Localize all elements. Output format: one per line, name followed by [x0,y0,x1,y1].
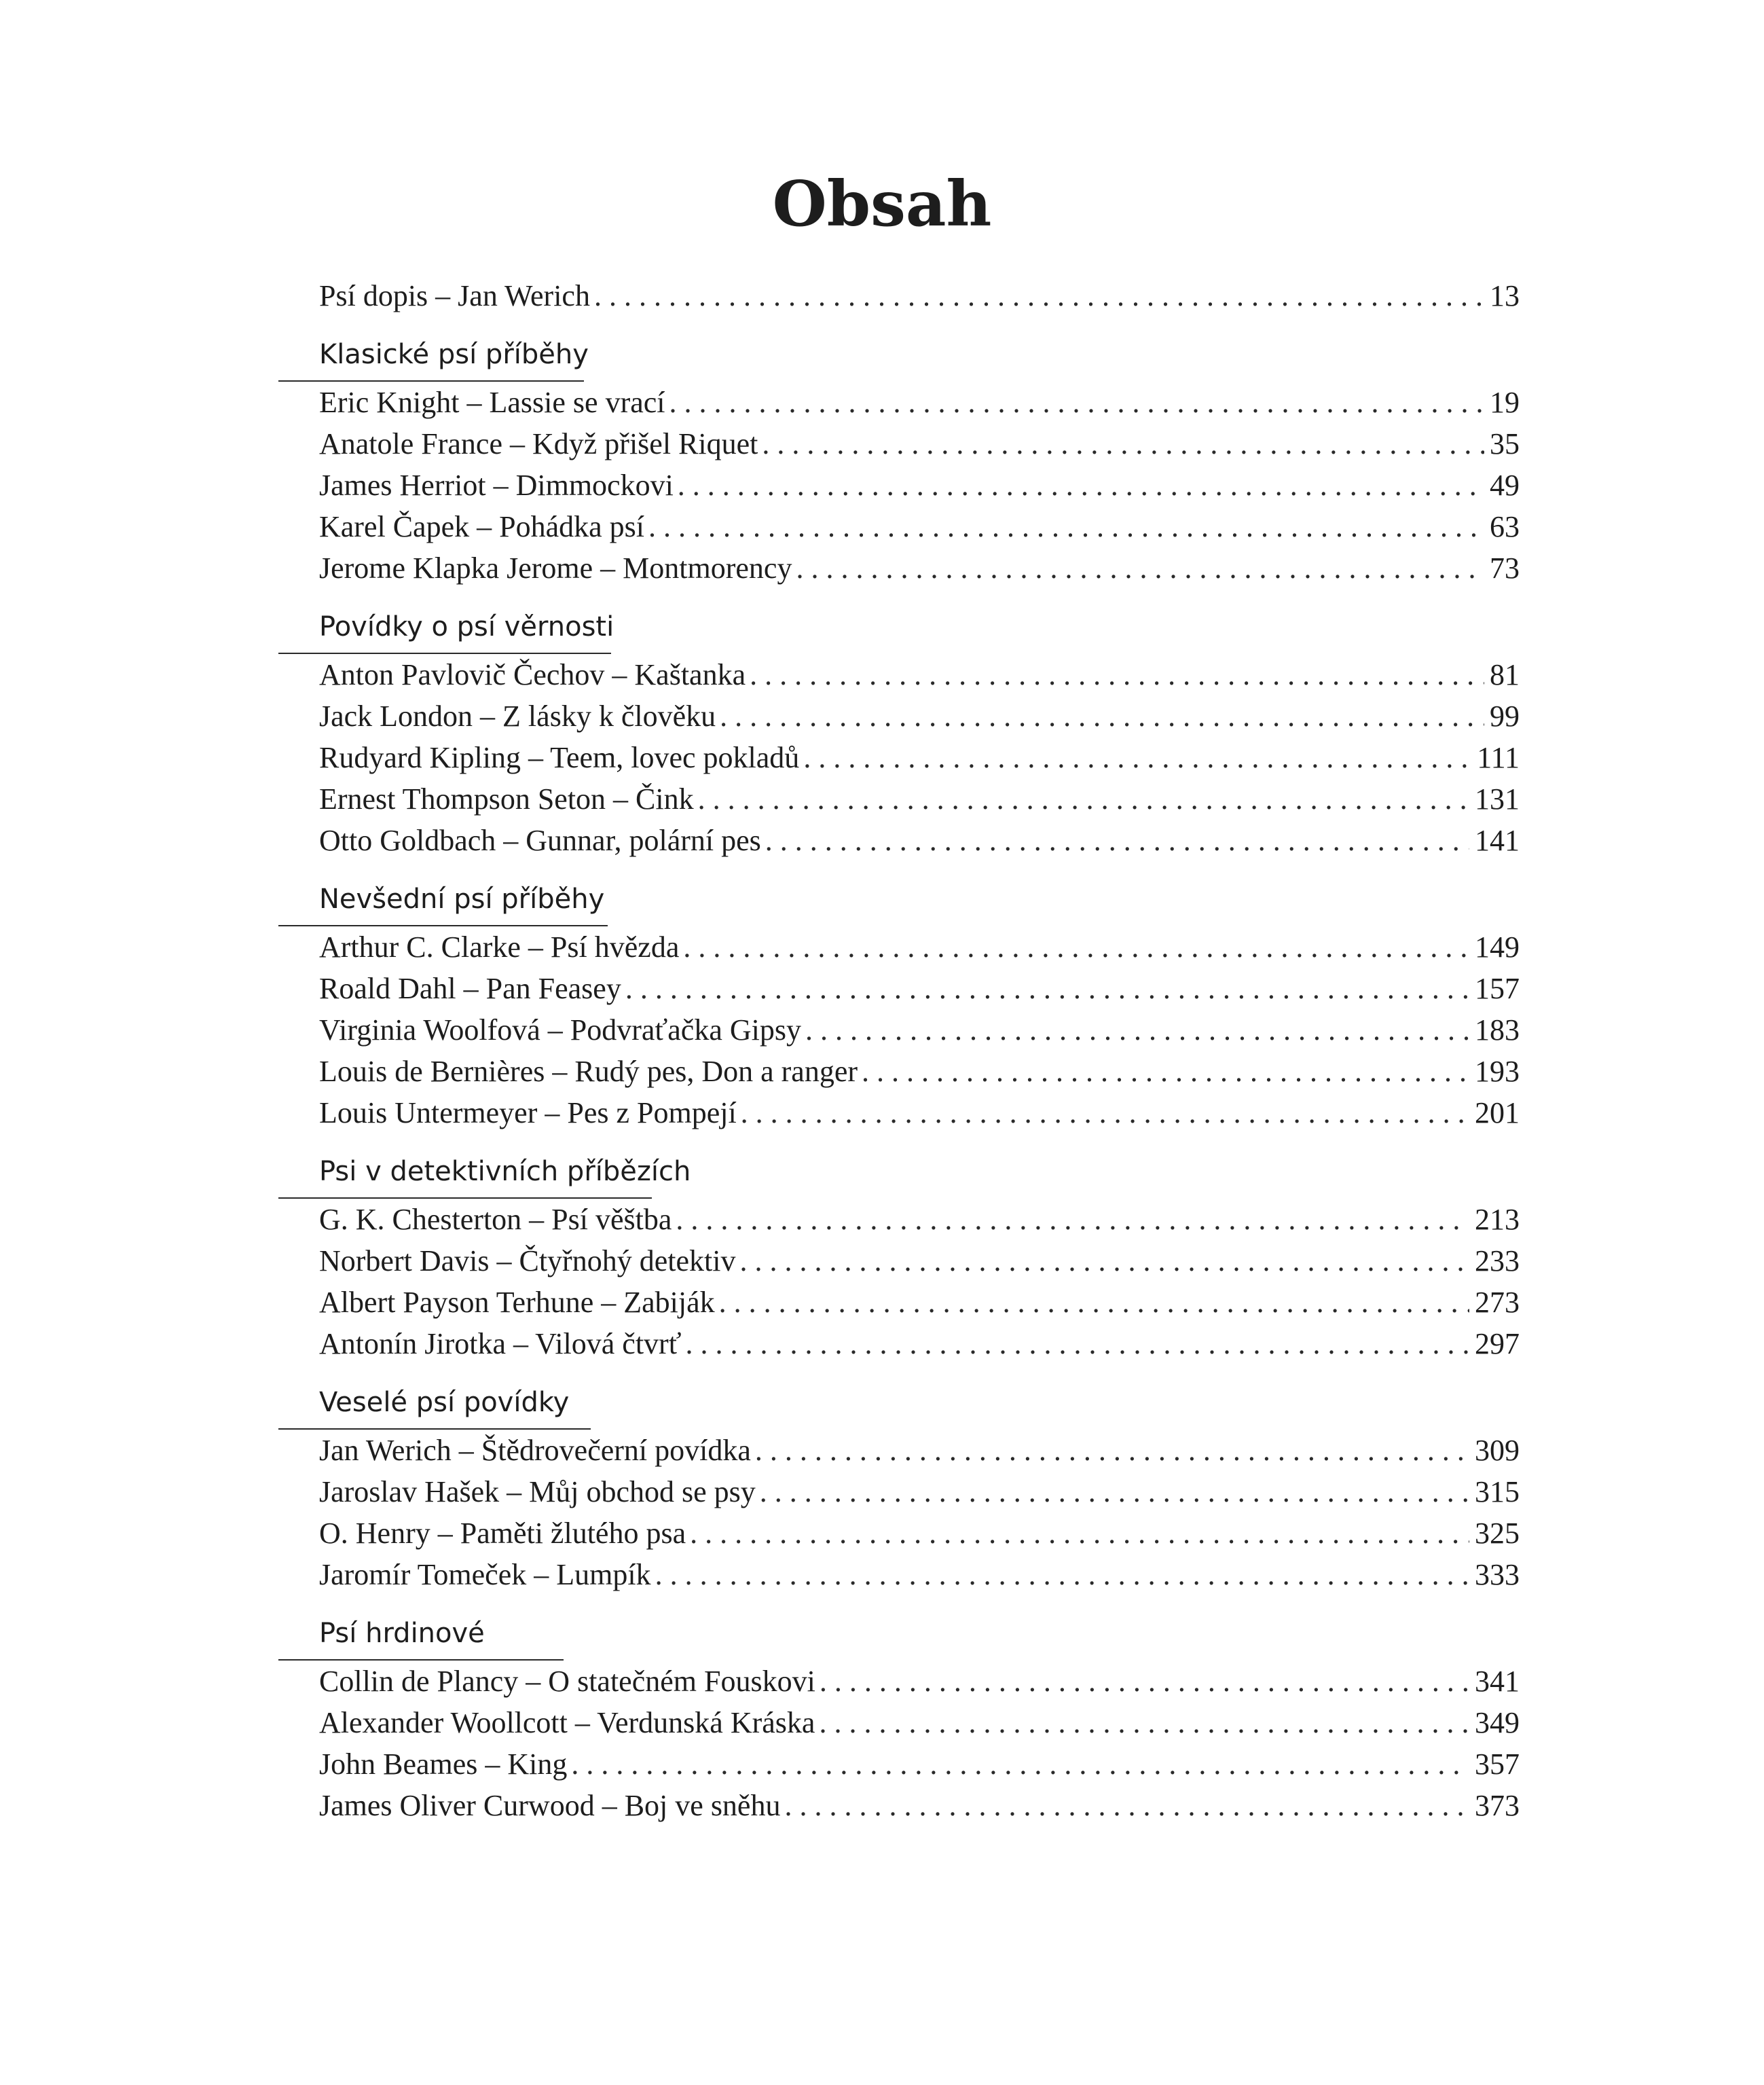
table-of-contents [319,275,1520,1826]
toc-entry-page: 13 [1490,279,1520,312]
section-heading [319,880,1520,926]
toc-entry[interactable] [319,1512,1520,1554]
toc-section [319,1383,1520,1595]
toc-entry[interactable] [319,1554,1520,1595]
toc-entry[interactable] [319,1702,1520,1743]
toc-entry-title: Otto Goldbach – Gunnar, polární pes [319,824,761,857]
toc-entry-title: Karel Čapek – Pohádka psí [319,510,644,543]
toc-entry-title: Anton Pavlovič Čechov – Kaštanka [319,658,746,691]
toc-entry[interactable] [319,1051,1520,1092]
toc-entry[interactable] [319,778,1520,820]
toc-entry[interactable] [319,1661,1520,1702]
dot-leader [805,1009,1469,1051]
toc-entry-title: Jan Werich – Štědrovečerní povídka [319,1434,751,1467]
toc-entry-title: Ernest Thompson Seton – Čink [319,782,694,816]
toc-entry-title: Jack London – Z lásky k člověku [319,700,716,733]
toc-entry[interactable] [319,423,1520,465]
dot-leader [683,926,1469,968]
toc-entry-page: 201 [1475,1096,1520,1129]
toc-entry[interactable] [319,1743,1520,1785]
toc-entry-title: Collin de Plancy – O statečném Fouskovi [319,1665,815,1698]
dot-leader [678,465,1484,506]
section-underline [278,1197,652,1199]
dot-leader [698,778,1469,820]
toc-entry[interactable] [319,506,1520,547]
toc-entry-page: 63 [1490,510,1520,543]
dot-leader [594,275,1484,316]
section-underline [278,1659,564,1661]
toc-entry-title: Norbert Davis – Čtyřnohý detektiv [319,1244,736,1277]
toc-entry[interactable] [319,1199,1520,1240]
dot-leader [819,1702,1469,1743]
section-heading-text: Nevšední psí příběhy [319,884,605,915]
toc-entry[interactable] [319,382,1520,423]
toc-entry-title: Rudyard Kipling – Teem, lovec pokladů [319,741,800,774]
toc-sections [319,335,1520,1826]
toc-entry-page: 73 [1490,551,1520,585]
dot-leader [719,1282,1469,1323]
dot-leader [750,654,1484,695]
toc-entry-page: 157 [1475,972,1520,1005]
toc-entry[interactable] [319,275,1520,316]
dot-leader [625,968,1469,1009]
toc-entry-title: Roald Dahl – Pan Feasey [319,972,621,1005]
toc-entry[interactable] [319,1009,1520,1051]
toc-entry-title: James Oliver Curwood – Boj ve sněhu [319,1789,781,1822]
dot-leader [755,1430,1469,1471]
dot-leader [820,1661,1469,1702]
toc-section [319,1614,1520,1826]
toc-entry-title: Anatole France – Když přišel Riquet [319,427,758,460]
toc-entry[interactable] [319,1282,1520,1323]
toc-section [319,1152,1520,1364]
dot-leader [796,547,1484,589]
toc-entry[interactable] [319,1240,1520,1282]
toc-section [319,607,1520,861]
toc-entry[interactable] [319,465,1520,506]
toc-entry[interactable] [319,1430,1520,1471]
section-heading-text: Povídky o psí věrnosti [319,611,614,642]
toc-entry-page: 373 [1475,1789,1520,1822]
toc-entry-page: 315 [1475,1475,1520,1508]
dot-leader [571,1743,1469,1785]
toc-entry-title: Louis Untermeyer – Pes z Pompejí [319,1096,737,1129]
toc-entry-page: 357 [1475,1747,1520,1781]
toc-entry-page: 309 [1475,1434,1520,1467]
toc-entry[interactable] [319,547,1520,589]
section-heading [319,607,1520,654]
section-heading-text: Psi v detektivních příbězích [319,1156,691,1187]
toc-entry-page: 273 [1475,1286,1520,1319]
dot-leader [720,695,1484,737]
toc-entry-title: Jaromír Tomeček – Lumpík [319,1558,651,1591]
toc-entry-title: James Herriot – Dimmockovi [319,469,674,502]
toc-entry[interactable] [319,737,1520,778]
toc-entry-page: 35 [1490,427,1520,460]
toc-section [319,335,1520,589]
page-title: Obsah [772,167,992,240]
toc-entry-title: Jaroslav Hašek – Můj obchod se psy [319,1475,756,1508]
toc-entry-page: 233 [1475,1244,1520,1277]
dot-leader [655,1554,1469,1595]
section-heading-text: Veselé psí povídky [319,1387,570,1418]
toc-entry[interactable] [319,968,1520,1009]
section-heading-text: Psí hrdinové [319,1618,485,1649]
section-heading [319,1383,1520,1430]
toc-entry-title: Antonín Jirotka – Vilová čtvrť [319,1327,682,1360]
dot-leader [669,382,1484,423]
toc-entry-page: 297 [1475,1327,1520,1360]
toc-entry-title: Jerome Klapka Jerome – Montmorency [319,551,792,585]
toc-entry-title: Alexander Woollcott – Verdunská Kráska [319,1706,815,1739]
dot-leader [741,1092,1469,1134]
toc-entry-title: O. Henry – Paměti žlutého psa [319,1517,686,1550]
section-underline [278,380,584,382]
dot-leader [862,1051,1469,1092]
toc-entry-page: 111 [1477,741,1520,774]
toc-entry-title: Psí dopis – Jan Werich [319,279,590,312]
toc-entry-page: 349 [1475,1706,1520,1739]
toc-entry-title: G. K. Chesterton – Psí věštba [319,1203,672,1236]
toc-entry-page: 49 [1490,469,1520,502]
dot-leader [762,423,1484,465]
section-heading-text: Klasické psí příběhy [319,339,589,370]
toc-entry-page: 149 [1475,930,1520,964]
section-underline [278,925,608,926]
toc-entry-title: Louis de Bernières – Rudý pes, Don a ranger [319,1055,858,1088]
toc-entry-page: 99 [1490,700,1520,733]
section-heading [319,1614,1520,1661]
dot-leader [648,506,1484,547]
dot-leader [739,1240,1469,1282]
toc-entry[interactable] [319,1323,1520,1364]
toc-entry[interactable] [319,1471,1520,1512]
toc-entry[interactable] [319,820,1520,861]
dot-leader [784,1785,1469,1826]
toc-entry-title: Virginia Woolfová – Podvraťačka Gipsy [319,1013,801,1047]
toc-entry-title: Arthur C. Clarke – Psí hvězda [319,930,680,964]
toc-entry-title: Eric Knight – Lassie se vrací [319,386,665,419]
toc-entry[interactable] [319,1785,1520,1826]
toc-entry-page: 193 [1475,1055,1520,1088]
toc-entry-title: John Beames – King [319,1747,568,1781]
toc-entry-page: 325 [1475,1517,1520,1550]
section-underline [278,1428,591,1430]
toc-section [319,880,1520,1134]
toc-entry[interactable] [319,1092,1520,1134]
toc-entry-page: 213 [1475,1203,1520,1236]
section-heading [319,1152,1520,1199]
toc-entry-page: 19 [1490,386,1520,419]
toc-entry[interactable] [319,926,1520,968]
toc-entry-page: 131 [1475,782,1520,816]
dot-leader [803,737,1471,778]
toc-entry-page: 81 [1490,658,1520,691]
dot-leader [690,1512,1469,1554]
toc-entry-page: 333 [1475,1558,1520,1591]
toc-entry[interactable] [319,695,1520,737]
toc-entry[interactable] [319,654,1520,695]
section-heading [319,335,1520,382]
dot-leader [686,1323,1470,1364]
toc-entry-title: Albert Payson Terhune – Zabiják [319,1286,715,1319]
section-underline [278,653,611,654]
dot-leader [765,820,1469,861]
toc-entry-page: 341 [1475,1665,1520,1698]
toc-entry-page: 183 [1475,1013,1520,1047]
dot-leader [676,1199,1469,1240]
dot-leader [760,1471,1469,1512]
toc-entry-page: 141 [1475,824,1520,857]
